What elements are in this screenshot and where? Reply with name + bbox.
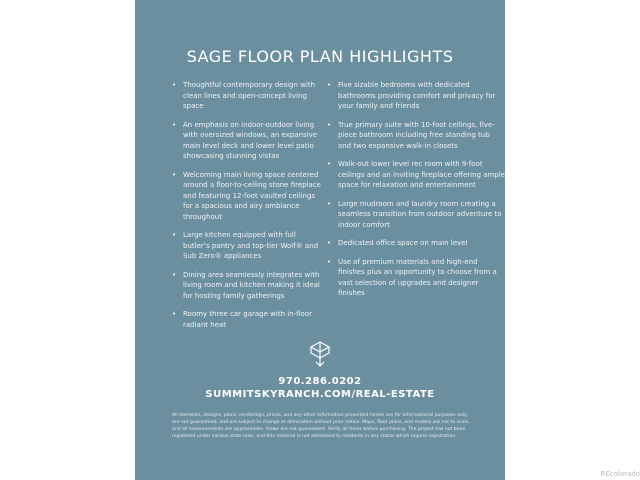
highlight-item (172, 120, 322, 162)
page-title: SAGE FLOOR PLAN HIGHLIGHTS (186, 47, 454, 66)
highlight-item (172, 80, 322, 112)
highlight-item (327, 199, 505, 231)
legal-disclaimer: All elements, designs, plans, renderings, prices, and any other information presented herein are for informational purposes only, are not guaranteed, and are subject to change or elimination without prior notice. Maps, floor plans, and models are not to scale, and all measurements are approximate. Views are not guaranteed. Verify all items before purchasing. The project has not been registered under various state laws, and this material is not addressed to residents in any states which require registration. (172, 413, 470, 439)
floor-plan-sheet (135, 0, 505, 480)
highlight-item (327, 159, 505, 191)
bullet-icon: • (172, 310, 177, 318)
highlight-text: True primary suite with 10-foot ceilings, five-piece bathroom including free standing tub and two expansive walk-in closets (338, 120, 495, 150)
highlight-item (327, 238, 505, 249)
highlight-text: Dedicated office space on main level (338, 239, 468, 247)
bullet-icon: • (172, 120, 177, 129)
leaf-logo-icon (308, 340, 332, 368)
highlight-text: Welcoming main living space centered around a floor-to-ceiling stone fireplace and featuring 12-foot vaulted ceilings for a spacious and airy ambiance throughout (183, 170, 321, 221)
bullet-icon: • (327, 257, 332, 266)
contact-phone: 970.286.0202 (278, 376, 362, 387)
highlight-text: Large kitchen equipped with full butler’s pantry and top-tier Wolf® and Sub Zero® appliances (183, 231, 319, 260)
highlight-text: An emphasis on indoor-outdoor living with oversized windows, an expansive main level deck and lower level patio showcasing stunning vistas (183, 120, 318, 160)
highlight-text: Large mudroom and laundry room creating a seamless transition from outdoor adventure to indoor comfort (338, 199, 502, 229)
bullet-icon: • (327, 120, 332, 129)
highlight-item (172, 230, 322, 262)
image-credit: REcolorado (600, 470, 640, 478)
highlight-text: Dining area seamlessly integrates with living room and kitchen making it ideal for hosting family gatherings (183, 270, 320, 300)
highlight-text: Roomy three car garage with in-floor radiant heat (183, 310, 312, 329)
bullet-icon: • (327, 81, 332, 89)
highlight-text: Walk-out lower level rec room with 9-foot ceilings and an inviting fireplace offering ample space for relaxation and entertainment (338, 160, 505, 189)
bullet-icon: • (172, 270, 177, 279)
highlights-left-column (172, 80, 322, 338)
highlight-text: Thoughtful contemporary design with clean lines and open-concept living space (183, 81, 316, 110)
bullet-icon: • (327, 199, 332, 208)
bullet-icon: • (172, 170, 177, 179)
highlight-text: Five sizable bedrooms with dedicated bathrooms providing comfort and privacy for your family and friends (338, 81, 496, 110)
website-link[interactable]: SUMMITSKYRANCH.COM/REAL-ESTATE (205, 389, 435, 400)
highlight-item (327, 257, 505, 299)
highlight-item (172, 309, 322, 330)
highlight-item (327, 120, 505, 152)
bullet-icon: • (327, 160, 332, 168)
highlight-item (327, 80, 505, 112)
highlight-item (172, 170, 322, 223)
highlight-text: Use of premium materials and high-end finishes plus an opportunity to choose from a vast selection of upgrades and designer finishes (338, 257, 497, 297)
bullet-icon: • (172, 81, 177, 89)
highlight-item (172, 270, 322, 302)
bullet-icon: • (172, 231, 177, 239)
bullet-icon: • (327, 239, 332, 247)
highlights-right-column (327, 80, 505, 307)
